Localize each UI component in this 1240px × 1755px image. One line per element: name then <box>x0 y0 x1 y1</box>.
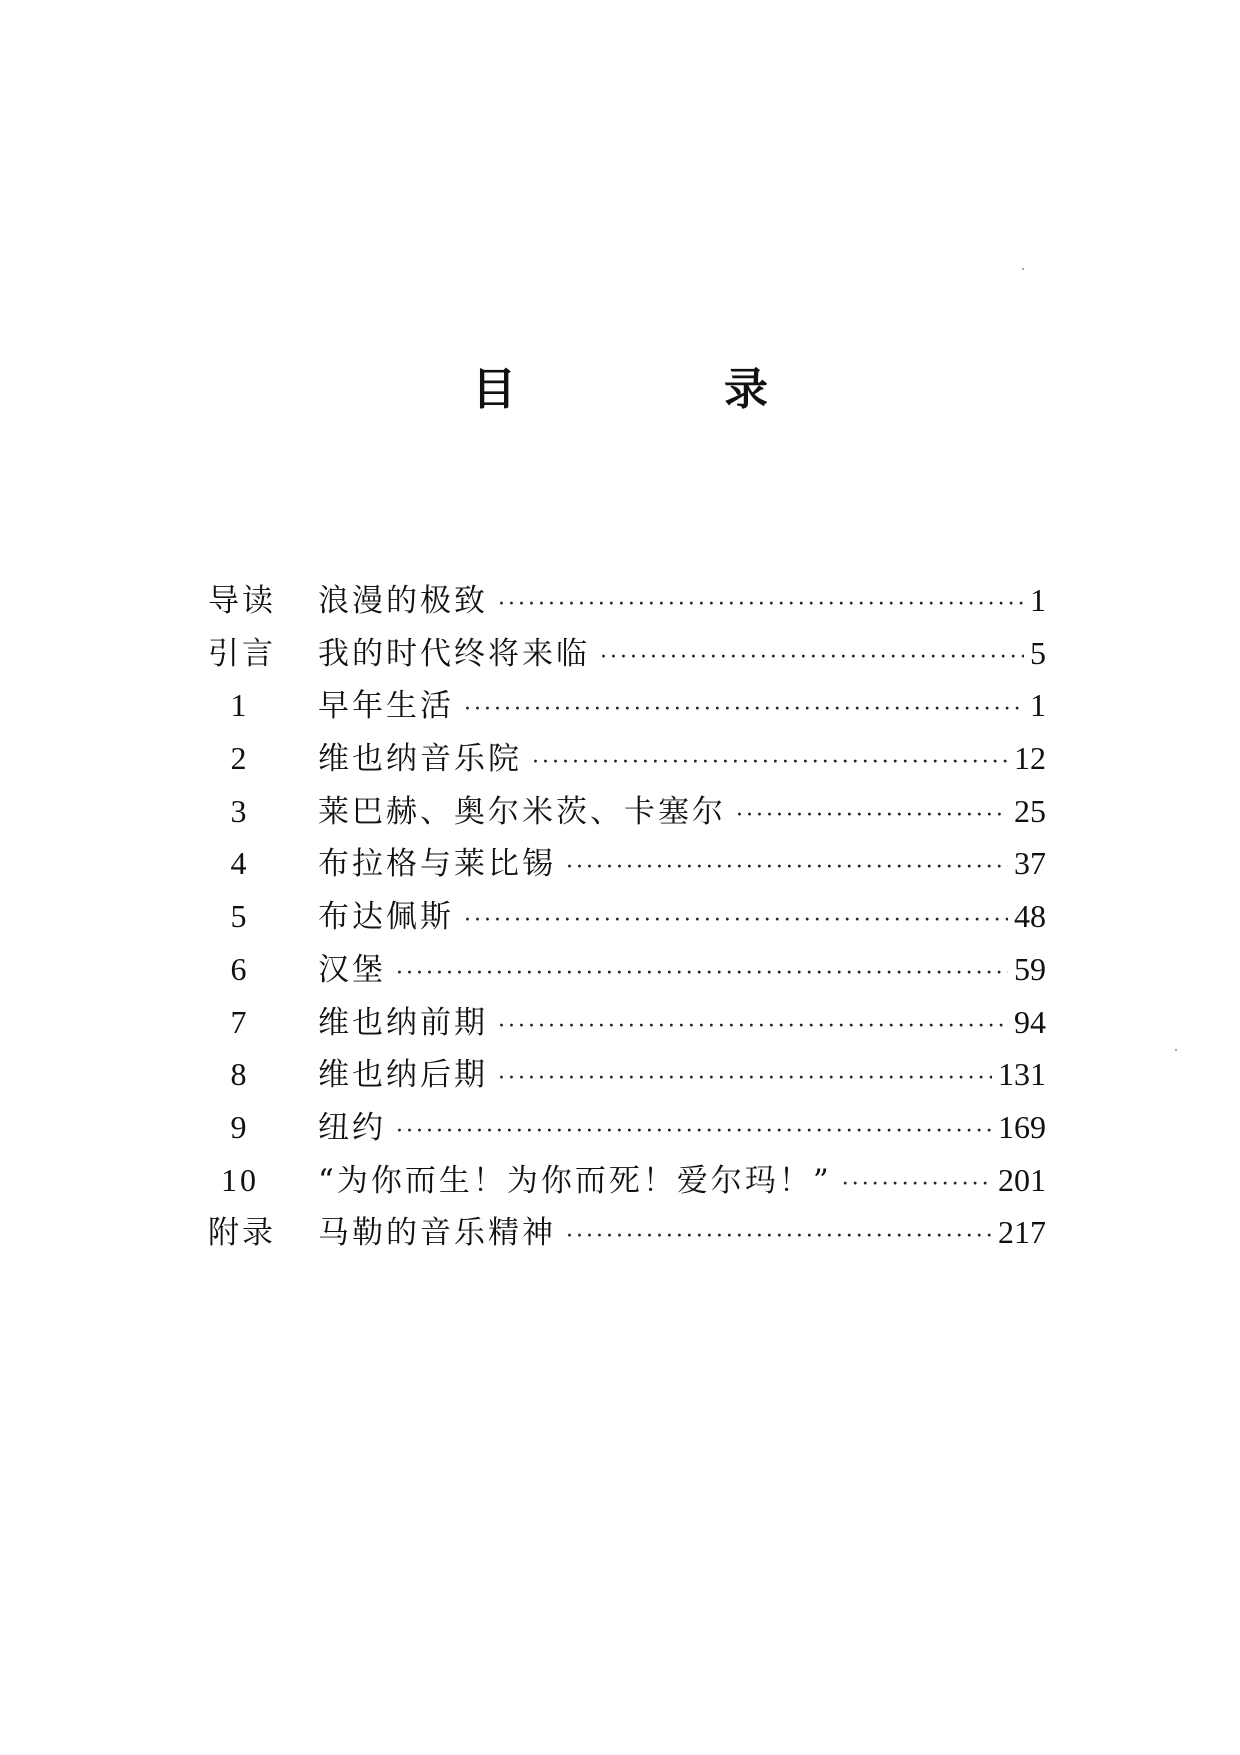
toc-entry-title: 莱巴赫、奥尔米茨、卡塞尔 <box>318 793 726 830</box>
toc-entry-intro[interactable] <box>208 574 1046 627</box>
toc-entry-page: 217 <box>998 1214 1046 1251</box>
toc-entry-number: 9 <box>230 1108 250 1145</box>
toc-entry-appendix[interactable] <box>208 1206 1046 1259</box>
toc-entry-page: 25 <box>1014 792 1046 829</box>
toc-entry-chapter-4[interactable] <box>208 837 1046 890</box>
toc-entry-chapter-2[interactable] <box>208 732 1046 785</box>
toc-entry-number: 10 <box>221 1161 259 1198</box>
toc-entry-chapter-10[interactable] <box>208 1154 1046 1207</box>
toc-dot-leader <box>396 948 1008 1001</box>
toc-entry-chapter-7[interactable] <box>208 996 1046 1049</box>
toc-entry-title: 维也纳前期 <box>318 1004 488 1041</box>
toc-entry-title: 马勒的音乐精神 <box>318 1215 556 1252</box>
toc-entry-chapter-1[interactable] <box>208 679 1046 732</box>
toc-dot-leader <box>600 632 1024 685</box>
toc-entry-chapter-8[interactable] <box>208 1048 1046 1101</box>
toc-dot-leader <box>566 1211 992 1264</box>
toc-entry-page: 37 <box>1014 845 1046 882</box>
toc-entry-number: 3 <box>230 792 250 829</box>
toc-entry-title: 汉堡 <box>318 951 386 988</box>
toc-entry-title: 维也纳音乐院 <box>318 741 522 778</box>
toc-dot-leader <box>532 737 1008 790</box>
toc-entry-title: 浪漫的极致 <box>318 583 488 619</box>
toc-entry-number: 6 <box>230 950 250 987</box>
toc-entry-page: 59 <box>1014 950 1046 987</box>
scan-speck <box>1022 268 1024 270</box>
toc-dot-leader <box>498 1001 1008 1054</box>
toc-entry-page: 94 <box>1014 1003 1046 1040</box>
toc-entry-title: 我的时代终将来临 <box>318 635 590 672</box>
toc-entry-chapter-6[interactable] <box>208 943 1046 996</box>
toc-entry-page: 131 <box>998 1056 1046 1093</box>
toc-entry-chapter-9[interactable] <box>208 1101 1046 1154</box>
toc-dot-leader <box>396 1106 992 1159</box>
toc-entry-title: 纽约 <box>318 1109 386 1146</box>
toc-entry-title: 早年生活 <box>318 688 454 725</box>
toc-entry-number: 附录 <box>208 1215 276 1252</box>
toc-entry-page: 5 <box>1030 634 1046 671</box>
toc-dot-leader <box>842 1159 992 1212</box>
toc-entry-chapter-3[interactable] <box>208 785 1046 838</box>
toc-entry-page: 48 <box>1014 898 1046 935</box>
toc-dot-leader <box>464 895 1008 948</box>
toc-entry-chapter-5[interactable] <box>208 890 1046 943</box>
toc-entry-preface[interactable] <box>208 627 1046 680</box>
toc-dot-leader <box>464 684 1024 737</box>
toc-entry-page: 1 <box>1030 582 1046 618</box>
toc-entry-number: 导读 <box>208 583 276 619</box>
toc-dot-leader <box>736 790 1008 843</box>
toc-dot-leader <box>566 842 1008 895</box>
toc-entry-page: 201 <box>998 1161 1046 1198</box>
toc-entry-number: 2 <box>230 740 250 777</box>
scan-speck <box>1175 1049 1177 1051</box>
toc-entry-number: 1 <box>230 687 250 724</box>
toc-entry-page: 1 <box>1030 687 1046 724</box>
toc-entry-page: 12 <box>1014 740 1046 777</box>
toc-entry-number: 7 <box>230 1003 250 1040</box>
toc-entry-number: 8 <box>230 1056 250 1093</box>
toc-entry-number: 5 <box>230 898 250 935</box>
toc-entry-title: “为你而生！为你而死！爱尔玛！” <box>318 1162 832 1199</box>
toc-entry-title: 布拉格与莱比锡 <box>318 846 556 883</box>
toc-entry-title: 布达佩斯 <box>318 899 454 936</box>
page-title: 目 录 <box>472 364 850 415</box>
toc-dot-leader <box>498 1053 992 1106</box>
toc-entry-page: 169 <box>998 1108 1046 1145</box>
toc-entry-title: 维也纳后期 <box>318 1057 488 1094</box>
toc-entry-number: 4 <box>230 845 250 882</box>
toc-entry-number: 引言 <box>208 635 276 672</box>
table-of-contents <box>208 574 1046 1259</box>
toc-dot-leader <box>498 579 1024 632</box>
